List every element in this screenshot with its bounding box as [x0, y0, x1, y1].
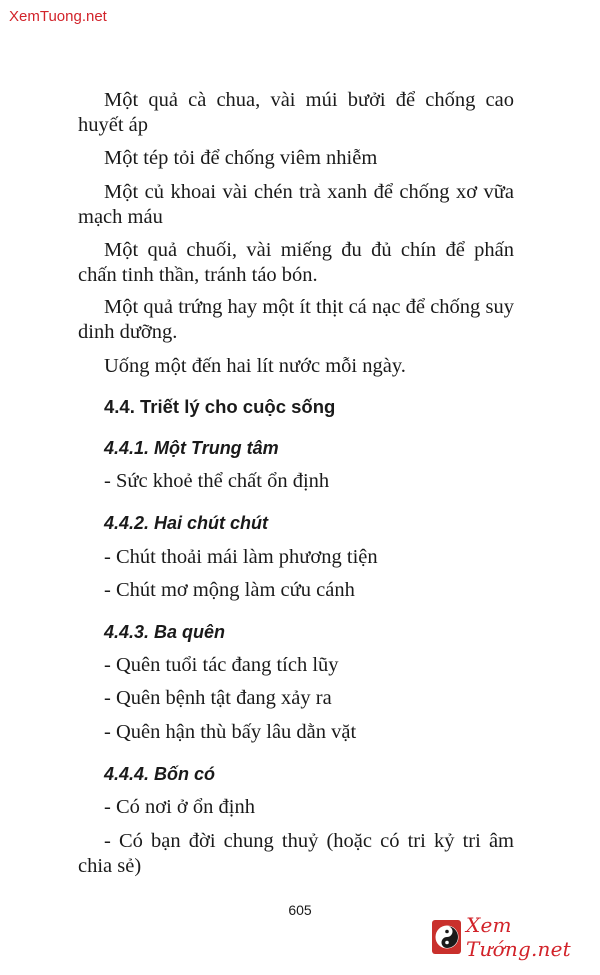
list-item: - Quên bệnh tật đang xảy ra — [104, 687, 332, 709]
paragraph-6: Uống một đến hai lít nước mỗi ngày. — [104, 355, 406, 377]
list-item: - Quên tuổi tác đang tích lũy — [104, 654, 339, 676]
list-item: - Chút mơ mộng làm cứu cánh — [104, 579, 355, 601]
subsection-heading-2: 4.4.2. Hai chút chút — [104, 513, 269, 533]
section-heading: 4.4. Triết lý cho cuộc sống — [104, 396, 336, 417]
list-item: - Có bạn đời chung thuỷ (hoặc có tri kỷ tri âm chia sẻ) — [78, 830, 514, 877]
list-item: - Sức khoẻ thể chất ổn định — [104, 470, 330, 492]
subsection-heading-3: 4.4.3. Ba quên — [104, 622, 226, 642]
watermark-site-name: XemTuong.net — [9, 8, 107, 25]
site-logo — [432, 913, 600, 961]
yin-yang-icon — [432, 920, 461, 954]
list-item: - Có nơi ở ổn định — [104, 796, 255, 818]
logo-text: Xem Tướng.net — [466, 913, 571, 961]
paragraph-1: Một quả cà chua, vài múi bưởi để chống cao huyết áp — [78, 89, 514, 136]
list-item: - Chút thoải mái làm phương tiện — [104, 546, 378, 568]
subsection-heading-4: 4.4.4. Bốn có — [104, 764, 216, 784]
paragraph-2: Một tép tỏi để chống viêm nhiễm — [104, 147, 378, 169]
list-item: - Quên hận thù bấy lâu dằn vặt — [104, 721, 357, 743]
paragraph-5: Một quả trứng hay một ít thịt cá nạc để chống suy dinh dưỡng. — [78, 296, 514, 343]
paragraph-4: Một quả chuối, vài miếng đu đủ chín để phấn chấn tinh thần, tránh táo bón. — [78, 239, 514, 286]
subsection-heading-1: 4.4.1. Một Trung tâm — [104, 438, 279, 458]
page-number: 605 — [288, 902, 312, 918]
paragraph-3: Một củ khoai vài chén trà xanh để chống xơ vữa mạch máu — [78, 181, 514, 228]
